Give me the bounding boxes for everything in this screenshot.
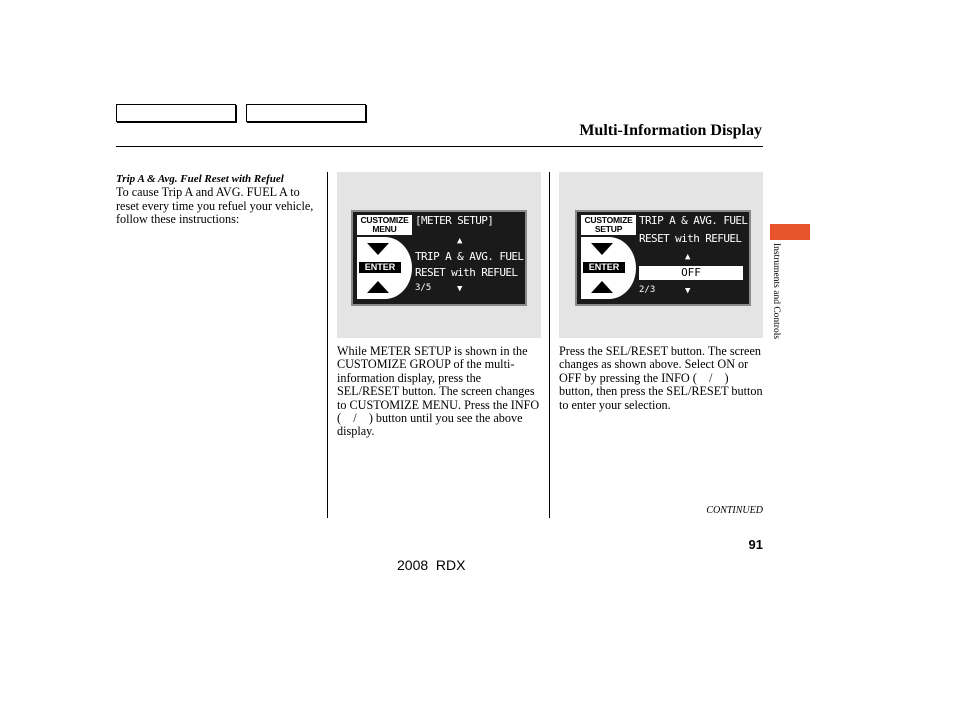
lcd-line-2: RESET with REFUEL xyxy=(639,232,742,245)
column-divider-1 xyxy=(327,172,328,518)
lcd-line-1: TRIP A & AVG. FUEL xyxy=(639,214,748,227)
middle-column-text: While METER SETUP is shown in the CUSTOMIZE GROUP of the multi-information display, press the SEL/RESET button. The screen changes to CUSTOMIZE MENU. Press the INFO ( / ) button until you see the above display. xyxy=(337,344,540,439)
lcd-left-block xyxy=(581,215,636,299)
section-tab xyxy=(770,224,810,240)
model-label: 2008 RDX xyxy=(397,557,466,573)
display-panel-2 xyxy=(559,172,763,338)
lcd-setup-heading: CUSTOMIZE SETUP xyxy=(581,215,636,235)
left-column xyxy=(116,173,324,227)
column-divider-2 xyxy=(549,172,550,518)
intro-paragraph: To cause Trip A and AVG. FUEL A to reset every time you refuel your vehicle, follow these instructions: xyxy=(116,185,314,227)
section-subhead: Trip A & Avg. Fuel Reset with Refuel xyxy=(116,173,284,185)
nav-button-1[interactable] xyxy=(116,104,236,122)
continued-label: CONTINUED xyxy=(706,505,763,516)
fraction-denominator: 3 xyxy=(649,285,656,295)
nav-button-2[interactable] xyxy=(246,104,366,122)
display-panel-1 xyxy=(337,172,541,338)
fraction-denominator: 5 xyxy=(425,283,432,293)
title-divider xyxy=(116,146,763,147)
option-value-box: OFF xyxy=(639,266,743,280)
lcd-left-block xyxy=(357,215,412,299)
enter-text: ENTER xyxy=(588,262,620,272)
up-arrow-icon: ▲ xyxy=(457,236,463,246)
page-fraction: 3/5 xyxy=(415,283,432,293)
lcd-line-2: TRIP A & AVG. FUEL xyxy=(415,250,524,263)
lcd-line-3: RESET with REFUEL xyxy=(415,266,518,279)
enter-label xyxy=(583,262,625,273)
page-title: Multi-Information Display xyxy=(579,122,762,139)
right-column-text: Press the SEL/RESET button. The screen changes as shown above. Select ON or OFF by pressing the INFO ( / ) button, then press the SEL/RESET button to enter your selection. xyxy=(559,344,763,412)
up-arrow-icon: ▲ xyxy=(685,252,691,262)
section-label: Instruments and Controls xyxy=(771,243,781,340)
enter-label xyxy=(359,262,401,273)
lcd-line-1: [METER SETUP] xyxy=(415,214,494,227)
down-arrow-icon: ▼ xyxy=(457,284,463,294)
page-fraction: 2/3 xyxy=(639,285,656,295)
fraction-numerator: 2 xyxy=(639,285,645,295)
lcd-screen-1 xyxy=(351,210,527,306)
enter-text: ENTER xyxy=(364,262,396,272)
lcd-menu-heading: CUSTOMIZE MENU xyxy=(357,215,412,235)
page-number: 91 xyxy=(748,537,763,552)
down-arrow-icon: ▼ xyxy=(685,286,691,296)
lcd-screen-2 xyxy=(575,210,751,306)
fraction-numerator: 3 xyxy=(415,283,421,293)
